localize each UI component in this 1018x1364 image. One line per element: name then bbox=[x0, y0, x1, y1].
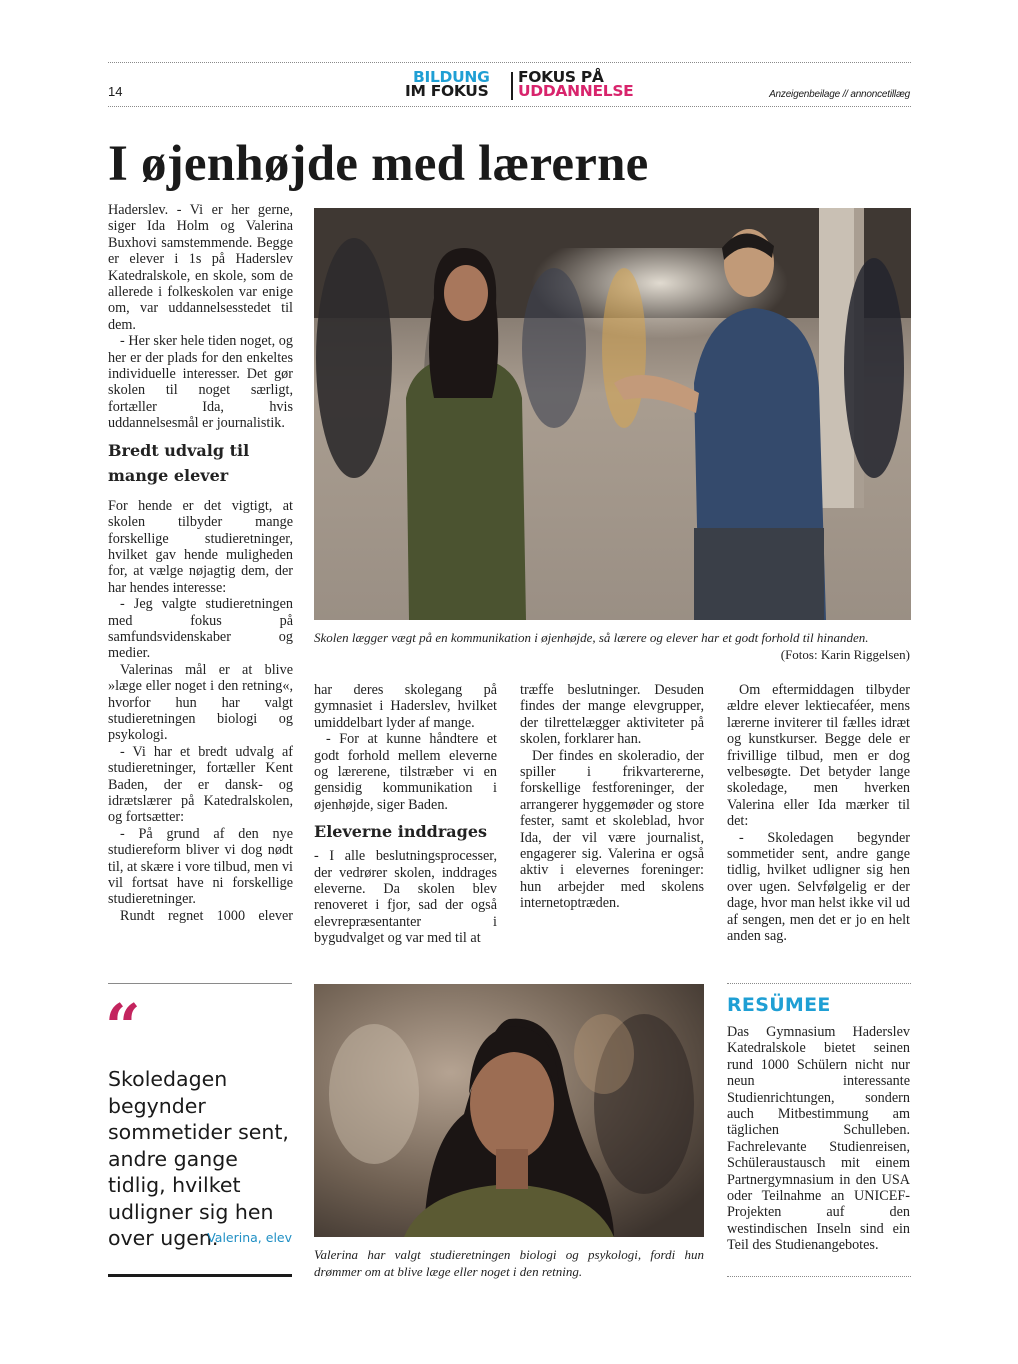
paragraph: Rundt regnet 1000 elever bbox=[120, 907, 293, 924]
paragraph: - På grund af den nye studiereform bliver vi dog nødt til, at skære i vore tilbud, men vi vil fortsat have ni forskellige studieretninger. bbox=[108, 825, 293, 908]
paragraph: - I alle beslutningsprocesser, der vedrører skolen, inddrages eleverne. Da skolen blev renoveret i fjor, sad der også elevrepræsentanter i bygudvalget og var med til at bbox=[314, 848, 497, 947]
paragraph: Der findes en skoleradio, der spiller i frikvartererne, forskellige festforeninger, der arrangerer hyggemøder og store fester, samt et skoleblad, hvor Ida, der vil være journalist, engagerer sig. Valerina er også aktiv i elevernes foreninger: hun arbejder med skolens internetoptræden. bbox=[520, 747, 704, 912]
article-column-1 bbox=[108, 202, 293, 924]
paragraph: - For at kunne håndtere et godt forhold mellem eleverne og lærerene, tilstræber vi en gensidig kommunikation i øjenhøjde, siger Baden. bbox=[314, 731, 497, 813]
subheading: Bredt udvalg til mange elever bbox=[108, 440, 250, 485]
quote-author: Valerina, elev bbox=[207, 1230, 292, 1245]
quote-rule bbox=[108, 1274, 292, 1277]
paragraph: - Her sker hele tiden noget, og her er der plads for den enkeltes individuelle interesser. Det gør skolen til noget særligt, fortæller Ida, hvis uddannelsesmål er journalistik. bbox=[108, 333, 293, 432]
paragraph: Om eftermiddagen tilbyder ældre elever lektiecaféer, mens lærerne inviterer til fælles idræt og kunstkurser. Begge dele er frivillige tilbud, men er dog velbesøgte. Det betyder lange skoledage, men hverken Valerina eller Ida mærker til det: bbox=[727, 682, 910, 830]
article-headline: I øjenhøjde med lærerne bbox=[108, 136, 649, 192]
masthead-da-line2: UDDANNELSE bbox=[518, 82, 634, 100]
page-number: 14 bbox=[108, 84, 123, 99]
supplement-label: Anzeigenbeilage // annoncetillæg bbox=[769, 89, 910, 100]
paragraph: har deres skolegang på gymnasiet i Haderslev, hvilket umiddelbart lyder af mange. bbox=[314, 682, 497, 731]
resumee-rule-bottom bbox=[727, 1276, 911, 1277]
paragraph: - Skoledagen begynder sommetider sent, andre gange tidlig, hvilket udligner sig hen over ugen. Selvfølgelig er der dage, hvor man helst ikke vil ud af sengen, men det er jo en helt anden sag. bbox=[727, 829, 910, 945]
resumee-text: Das Gymnasium Haderslev Katedralskole bietet seinen rund 1000 Schülern nicht nur neun interessante Studienrichtungen, sondern auch Mitbestimmung am täglichen Schulleben. Fachrelevante Studienreisen, Schüleraustausch mit einem Partnergymnasium in den USA oder Teilnahme an UNICEF-Projekten auf den westindischen Inseln sind ein Teil des Studienangebotes. bbox=[727, 1024, 910, 1254]
subheading: Eleverne inddrages bbox=[314, 822, 487, 842]
pull-quote: Skoledagen begynder sommetider sent, andre gange tidlig, hvilket udligner sig hen over ugen. bbox=[108, 1067, 289, 1250]
quote-mark-icon: “ bbox=[105, 990, 141, 1063]
resumee-rule-top bbox=[727, 983, 911, 984]
header-rule-bottom bbox=[108, 106, 911, 107]
photo-caption: Skolen lægger vægt på en kommunikation i øjenhøjde, så lærere og elever har et godt forhold til hinanden. bbox=[314, 630, 869, 645]
masthead-de-line1: BILDUNG bbox=[413, 68, 490, 86]
paragraph: - Vi har et bredt udvalg af studieretninger, fortæller Kent Baden, der er dansk- og idrætslærer på Katedralskolen, og fortsætter: bbox=[108, 743, 293, 826]
photo-credit: (Fotos: Karin Riggelsen) bbox=[780, 647, 910, 662]
quote-rule bbox=[108, 983, 292, 984]
masthead-divider bbox=[511, 72, 513, 100]
masthead-da-line1: FOKUS PÅ bbox=[518, 68, 604, 86]
paragraph: Valerinas mål er at blive »læge eller noget i den retning«, hvorfor hun har valgt studieretningen biologi og psykologi. bbox=[108, 661, 293, 744]
photo-student-teacher bbox=[314, 208, 911, 620]
paragraph: Haderslev. - Vi er her gerne, siger Ida Holm og Valerina Buxhovi samstemmende. Begge er elever i 1s på Haderslev Katedralskole, en skole, som de allerede i folkeskolen var enige om, var uddannelsesstedet til dem. bbox=[108, 202, 293, 333]
masthead-logo bbox=[405, 69, 660, 103]
photo-caption: Valerina har valgt studieretningen biologi og psykologi, fordi hun drømmer om at blive læge eller noget i den retning. bbox=[314, 1247, 704, 1279]
paragraph: - Jeg valgte studieretningen med fokus på samfundsvidenskaber og medier. bbox=[108, 596, 293, 662]
paragraph: træffe beslutninger. Desuden findes der mange elevgrupper, der tilrettelægger aktiviteter på skolen, forklarer han. bbox=[520, 682, 704, 748]
resumee-heading: RESÜMEE bbox=[727, 994, 831, 1016]
header-rule-top bbox=[108, 62, 911, 63]
article-column-4 bbox=[727, 682, 910, 945]
article-column-3 bbox=[520, 682, 704, 912]
photo-portrait-valerina bbox=[314, 984, 704, 1237]
paragraph: For hende er det vigtigt, at skolen tilbyder mange forskellige studieretninger, hvilket gav hende muligheden for, at vælge nøjagtig dem, der har hendes interesse: bbox=[108, 497, 293, 596]
masthead-de-line2: IM FOKUS bbox=[405, 82, 489, 100]
article-column-2 bbox=[314, 682, 497, 947]
